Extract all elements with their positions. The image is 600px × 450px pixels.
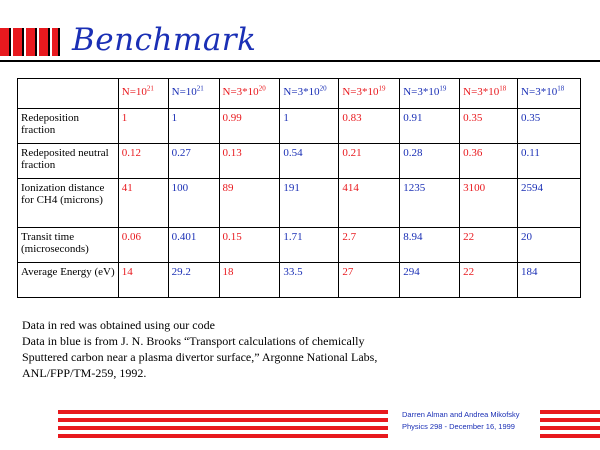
table-cell: 2594 (518, 179, 581, 228)
table-cell: 191 (280, 179, 339, 228)
title-divider (0, 60, 600, 62)
note-line: Data in blue is from J. N. Brooks “Transport calculations of chemically (22, 334, 365, 348)
table-cell: 0.54 (280, 144, 339, 179)
column-header: $N=10^{21}$ (118, 79, 168, 109)
column-header: $N=3*10^{18}$ (518, 79, 581, 109)
table-cell: 1 (168, 109, 219, 144)
table-cell: 22 (460, 228, 518, 263)
table-cell: 0.83 (339, 109, 400, 144)
table-cell: 1 (118, 109, 168, 144)
table-cell: 0.99 (219, 109, 280, 144)
table-header-row (18, 79, 581, 109)
table-cell: 294 (400, 263, 460, 298)
row-label: Redeposition fraction (18, 109, 119, 144)
table-cell: 33.5 (280, 263, 339, 298)
row-label: Average Energy (eV) (18, 263, 119, 298)
table-row (18, 144, 581, 179)
table-cell: 1 (280, 109, 339, 144)
logo-stripes (0, 28, 64, 58)
table-cell: 0.401 (168, 228, 219, 263)
table-cell: 0.21 (339, 144, 400, 179)
table-cell: 100 (168, 179, 219, 228)
header-empty-cell (18, 79, 119, 109)
footer-credit (402, 409, 520, 433)
column-header: $N=3*10^{20}$ (280, 79, 339, 109)
note-line: Sputtered carbon near a plasma divertor surface,” Argonne National Labs, (22, 350, 378, 364)
table-cell: 0.36 (460, 144, 518, 179)
table-cell: 1235 (400, 179, 460, 228)
slide-title: Benchmark (72, 22, 257, 58)
table-cell: 8.94 (400, 228, 460, 263)
table-row (18, 109, 581, 144)
footer-author: Darren Alman and Andrea Mikofsky (402, 410, 520, 419)
column-header: $N=3*10^{19}$ (400, 79, 460, 109)
benchmark-table (17, 78, 581, 298)
table-cell: 18 (219, 263, 280, 298)
table-row (18, 228, 581, 263)
table-cell: 0.91 (400, 109, 460, 144)
note-line: ANL/FPP/TM-259, 1992. (22, 366, 147, 380)
row-label: Transit time (microseconds) (18, 228, 119, 263)
table-cell: 22 (460, 263, 518, 298)
row-label: Ionization distance for CH4 (microns) (18, 179, 119, 228)
column-header: $N=3*10^{18}$ (460, 79, 518, 109)
table-cell: 89 (219, 179, 280, 228)
column-header: $N=3*10^{19}$ (339, 79, 400, 109)
table-cell: 0.13 (219, 144, 280, 179)
table-cell: 0.28 (400, 144, 460, 179)
notes-block (22, 317, 542, 381)
table-cell: 41 (118, 179, 168, 228)
table-cell: 0.12 (118, 144, 168, 179)
row-label: Redeposited neutral fraction (18, 144, 119, 179)
table-cell: 0.06 (118, 228, 168, 263)
table-cell: 0.27 (168, 144, 219, 179)
table-row (18, 179, 581, 228)
note-line: Data in red was obtained using our code (22, 318, 215, 332)
column-header: $N=10^{21}$ (168, 79, 219, 109)
table-cell: 27 (339, 263, 400, 298)
table-row (18, 263, 581, 298)
table-cell: 2.7 (339, 228, 400, 263)
table-cell: 29.2 (168, 263, 219, 298)
column-header: $N=3*10^{20}$ (219, 79, 280, 109)
table-cell: 3100 (460, 179, 518, 228)
table-cell: 0.35 (460, 109, 518, 144)
table-cell: 1.71 (280, 228, 339, 263)
table-cell: 14 (118, 263, 168, 298)
table-cell: 184 (518, 263, 581, 298)
table-cell: 0.35 (518, 109, 581, 144)
table-cell: 0.11 (518, 144, 581, 179)
table-cell: 0.15 (219, 228, 280, 263)
table-cell: 414 (339, 179, 400, 228)
footer-course: Physics 298 - December 16, 1999 (402, 422, 515, 431)
table-cell: 20 (518, 228, 581, 263)
